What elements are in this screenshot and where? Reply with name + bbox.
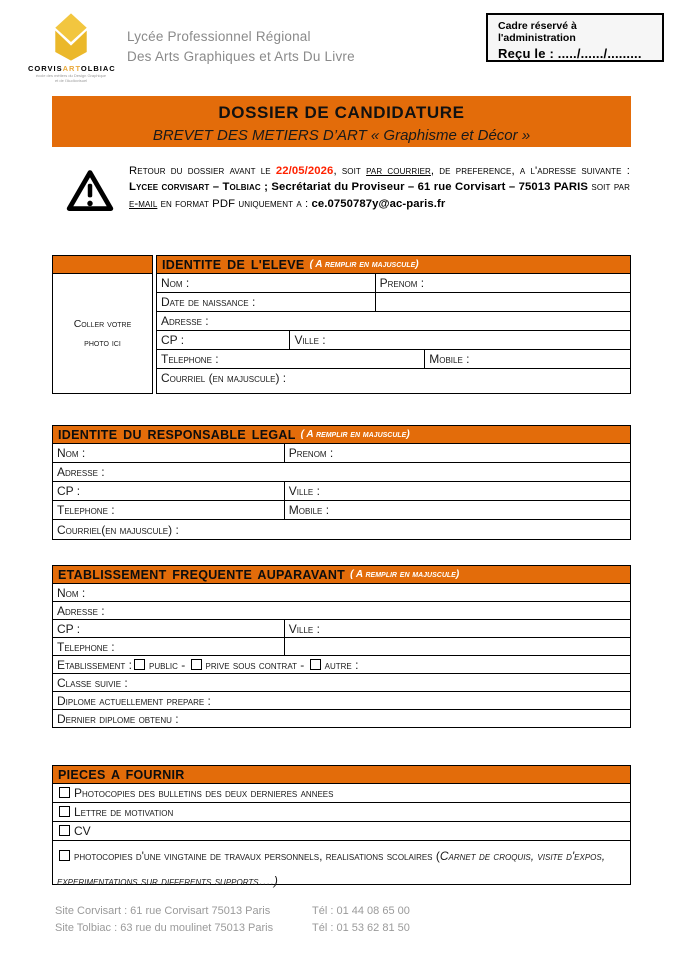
guardian-identity-table bbox=[52, 425, 631, 540]
return-instructions bbox=[52, 163, 632, 212]
photo-box bbox=[52, 274, 153, 394]
row-adresse bbox=[52, 602, 631, 620]
photo-label: Coller votre photo ici bbox=[73, 317, 132, 349]
row-diplome-prepare bbox=[52, 692, 631, 710]
field-telephone: Telephone : bbox=[161, 352, 219, 366]
empty-cell bbox=[284, 638, 630, 655]
site-corvisart-address: Site Corvisart : 61 rue Corvisart 75013 Paris bbox=[55, 905, 271, 917]
site-corvisart-phone: Tél : 01 44 08 65 00 bbox=[312, 905, 410, 917]
site-tolbiac-address: Site Tolbiac : 63 rue du moulinet 75013 Paris bbox=[55, 921, 274, 934]
field-ville: Ville : bbox=[284, 482, 630, 500]
row-courriel bbox=[156, 369, 631, 394]
document-item bbox=[53, 824, 630, 838]
warning-icon bbox=[66, 168, 114, 219]
guardian-table-header bbox=[52, 425, 631, 444]
row-adresse bbox=[156, 312, 631, 331]
document-item bbox=[57, 849, 605, 888]
row-courriel bbox=[52, 520, 631, 540]
page-footer bbox=[55, 903, 410, 936]
document-item-label: CV bbox=[74, 824, 91, 838]
wordmark-mid: ART bbox=[62, 64, 81, 73]
school-table-header bbox=[52, 565, 631, 584]
row-telephone-mobile bbox=[156, 350, 631, 369]
row-cv bbox=[52, 822, 631, 841]
row-adresse bbox=[52, 463, 631, 482]
row-dernier-diplome bbox=[52, 710, 631, 728]
field-nom: Nom : bbox=[57, 585, 86, 600]
field-diplome-prepare: Diplome actuellement prepare : bbox=[57, 693, 211, 708]
document-item-suffix: ) bbox=[273, 873, 278, 888]
guardian-table-note: ( A remplir en majuscule) bbox=[300, 429, 410, 440]
row-telephone-mobile bbox=[52, 501, 631, 520]
row-nom bbox=[52, 584, 631, 602]
field-courriel: Courriel(en majuscule) : bbox=[57, 522, 179, 537]
student-table-header bbox=[156, 255, 631, 274]
row-classe-suivie bbox=[52, 674, 631, 692]
row-cp-ville bbox=[52, 620, 631, 638]
notice-paragraph bbox=[129, 163, 630, 212]
student-table-note: ( A remplir en majuscule) bbox=[309, 259, 419, 270]
checkbox-travaux-personnels[interactable] bbox=[59, 850, 70, 861]
notice-seg-soit: , soit bbox=[333, 165, 367, 177]
document-title: DOSSIER DE CANDIDATURE bbox=[218, 103, 465, 122]
logo-wordmark bbox=[28, 64, 114, 73]
document-item-label: Photocopies des bulletins des deux dernieres annees bbox=[74, 786, 334, 800]
notice-seg-soit2: soit par bbox=[588, 181, 630, 194]
row-lettre-motivation bbox=[52, 803, 631, 822]
row-travaux-personnels bbox=[52, 841, 631, 888]
site-tolbiac-phone: Tél : 01 53 62 81 50 bbox=[312, 921, 410, 934]
admin-box-title: Cadre réservé à l'administration bbox=[498, 20, 577, 44]
field-adresse: Adresse : bbox=[161, 314, 209, 328]
school-logo bbox=[28, 12, 114, 84]
email-option: e-mail bbox=[129, 197, 158, 210]
contact-email: ce.0750787y@ac-paris.fr bbox=[311, 197, 446, 210]
secretariat-address: Secrétariat du Proviseur – 61 rue Corvisart – 75013 PARIS bbox=[271, 181, 589, 194]
field-classe-suivie: Classe suivie : bbox=[57, 675, 128, 690]
documents-table bbox=[52, 765, 631, 888]
checkbox-public[interactable] bbox=[134, 659, 145, 670]
school-name-line1: Lycée Professionnel Régional bbox=[127, 29, 311, 44]
student-identity-table bbox=[52, 255, 631, 394]
checkbox-autre[interactable] bbox=[310, 659, 321, 670]
document-item bbox=[53, 805, 630, 819]
row-etablissement-type bbox=[52, 656, 631, 674]
field-prenom: Prenom : bbox=[284, 444, 630, 462]
field-etablissement: Etablissement : bbox=[57, 657, 132, 672]
row-cp-ville bbox=[156, 331, 631, 350]
field-telephone: Telephone : bbox=[57, 503, 115, 517]
row-telephone bbox=[52, 638, 631, 656]
field-mobile: Mobile : bbox=[284, 501, 630, 519]
document-item-label: photocopies d'une vingtaine de travaux personnels, realisations scolaires ( bbox=[74, 849, 440, 863]
notice-seg-intro: Retour du dossier avant le bbox=[129, 165, 276, 177]
deadline-date: 22/05/2026 bbox=[275, 165, 334, 177]
row-date-naissance bbox=[156, 293, 631, 312]
field-courriel: Courriel (en majuscule) : bbox=[161, 371, 287, 385]
checkbox-photocopies-bulletins[interactable] bbox=[59, 787, 70, 798]
field-dernier-diplome: Dernier diplome obtenu : bbox=[57, 711, 179, 726]
notice-seg-pref: , de preference, a l'adresse suivante : bbox=[430, 165, 630, 177]
field-mobile: Mobile : bbox=[424, 350, 630, 368]
received-date-line: Reçu le : ...../....../......... bbox=[498, 46, 642, 61]
photo-column bbox=[52, 255, 153, 394]
wordmark-right: OLBIAC bbox=[80, 64, 116, 73]
checkbox-lettre-motivation[interactable] bbox=[59, 806, 70, 817]
footer-line-corvisart bbox=[55, 903, 410, 920]
photo-column-header bbox=[52, 255, 153, 274]
logo-tagline-1: école des métiers du Design Graphique bbox=[35, 73, 107, 78]
field-ville: Ville : bbox=[289, 331, 630, 349]
wordmark-left: CORVIS bbox=[28, 64, 63, 73]
option-autre: autre : bbox=[324, 657, 359, 672]
school-name bbox=[127, 27, 355, 68]
field-date-naissance: Date de naissance : bbox=[161, 295, 256, 309]
field-cp: CP : bbox=[161, 333, 185, 347]
row-cp-ville bbox=[52, 482, 631, 501]
etablissement-type-line bbox=[53, 658, 630, 672]
field-telephone: Telephone : bbox=[57, 639, 115, 654]
row-nom-prenom bbox=[52, 444, 631, 463]
row-nom-prenom bbox=[156, 274, 631, 293]
document-item-label: Lettre de motivation bbox=[74, 805, 174, 819]
field-adresse: Adresse : bbox=[57, 465, 105, 479]
checkbox-prive-sous-contrat[interactable] bbox=[191, 659, 202, 670]
logo-mark-icon bbox=[44, 12, 98, 62]
field-nom: Nom : bbox=[57, 446, 86, 460]
school-table-note: ( A remplir en majuscule) bbox=[350, 569, 460, 580]
field-cp: CP : bbox=[57, 484, 81, 498]
documents-table-title: PIECES A FOURNIR bbox=[58, 767, 185, 782]
student-table-title: IDENTITE DE L'ELEVE bbox=[162, 257, 305, 272]
option-prive: prive sous contrat - bbox=[205, 657, 308, 672]
field-nom: Nom : bbox=[161, 276, 190, 290]
courrier-option: par courrier bbox=[366, 165, 431, 177]
checkbox-cv[interactable] bbox=[59, 825, 70, 836]
guardian-table-title: IDENTITE DU RESPONSABLE LEGAL bbox=[58, 427, 296, 442]
field-prenom: Prenom : bbox=[375, 274, 630, 292]
title-banner bbox=[52, 96, 631, 147]
document-item bbox=[53, 786, 630, 800]
previous-school-table bbox=[52, 565, 631, 728]
field-ville: Ville : bbox=[284, 620, 630, 637]
document-subtitle: BREVET DES METIERS D’ART « Graphisme et Décor » bbox=[152, 127, 531, 144]
field-adresse: Adresse : bbox=[57, 603, 105, 618]
lycee-name: Lycee corvisart – Tolbiac ; bbox=[129, 181, 272, 194]
field-cp: CP : bbox=[57, 621, 81, 636]
empty-cell bbox=[375, 293, 630, 311]
document-item-detail: Carnet de croquis, visite d'expos, experimentations sur differents supports…. bbox=[57, 849, 606, 888]
admin-reserved-box bbox=[486, 13, 664, 62]
footer-line-tolbiac bbox=[55, 920, 410, 937]
school-name-line2: Des Arts Graphiques et Arts Du Livre bbox=[127, 49, 355, 65]
row-photocopies-bulletins bbox=[52, 784, 631, 803]
notice-seg-format: en format PDF uniquement a : bbox=[157, 197, 312, 210]
school-table-title: ETABLISSEMENT FREQUENTE AUPARAVANT bbox=[58, 567, 346, 582]
documents-table-header bbox=[52, 765, 631, 784]
logo-tagline-2: et de l'Audiovisuel bbox=[54, 78, 88, 84]
option-public: public - bbox=[148, 657, 189, 672]
